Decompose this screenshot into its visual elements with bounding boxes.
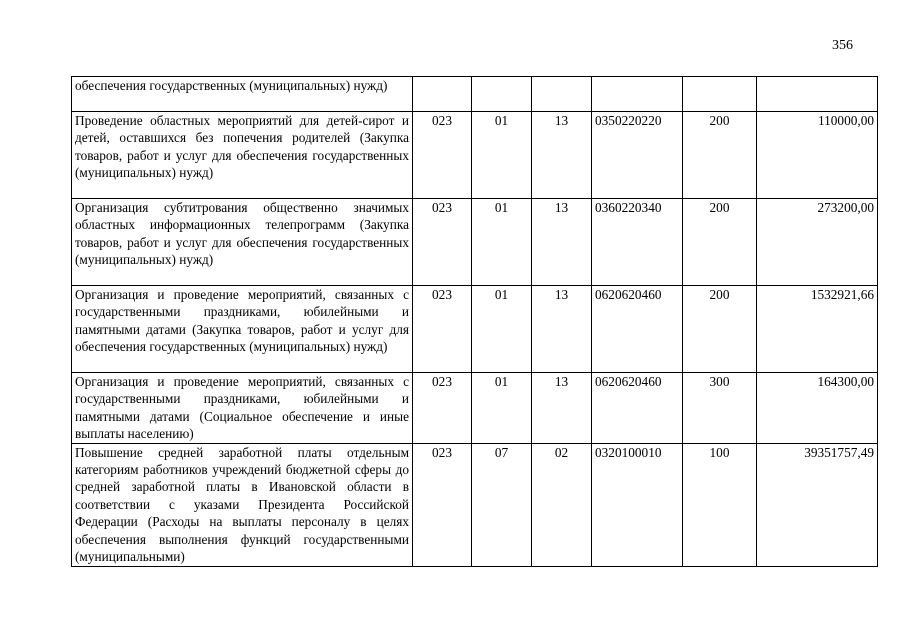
row-description: Организация и проведение мероприятий, связанных с государственными праздниками, юбилейными и памятными датами (Закупка товаров, работ и услуг для обеспечения государственных (муниципальных) нужд)	[72, 286, 413, 373]
row-expense-type: 100	[683, 443, 757, 566]
row-expense-type	[683, 77, 757, 112]
row-section: 01	[472, 199, 532, 286]
budget-table	[71, 76, 878, 567]
row-subsection: 13	[532, 112, 592, 199]
row-admin-code: 023	[413, 286, 472, 373]
row-target-code: 0620620460	[592, 286, 683, 373]
row-expense-type: 200	[683, 199, 757, 286]
table-row	[72, 373, 878, 444]
row-amount: 164300,00	[757, 373, 878, 444]
row-target-code: 0350220220	[592, 112, 683, 199]
row-subsection: 13	[532, 373, 592, 444]
table-row	[72, 112, 878, 199]
row-subsection: 13	[532, 199, 592, 286]
row-description: обеспечения государственных (муниципальных) нужд)	[72, 77, 413, 112]
row-amount: 110000,00	[757, 112, 878, 199]
row-expense-type: 300	[683, 373, 757, 444]
row-target-code: 0360220340	[592, 199, 683, 286]
row-description: Повышение средней заработной платы отдельным категориям работников учреждений бюджетной сферы до средней заработной платы в Ивановской области в соответствии с указами Президента Российской Федерации (Расходы на выплаты персоналу в целях обеспечения выполнения функций государственными (муниципальными)	[72, 443, 413, 566]
table-row	[72, 286, 878, 373]
row-section	[472, 77, 532, 112]
row-section: 01	[472, 286, 532, 373]
row-section: 07	[472, 443, 532, 566]
row-target-code: 0620620460	[592, 373, 683, 444]
row-expense-type: 200	[683, 112, 757, 199]
row-description: Организация субтитрования общественно значимых областных информационных телепрограмм (Закупка товаров, работ и услуг для обеспечения государственных (муниципальных) нужд)	[72, 199, 413, 286]
row-section: 01	[472, 112, 532, 199]
table-row	[72, 443, 878, 566]
row-section: 01	[472, 373, 532, 444]
table-row	[72, 77, 878, 112]
row-expense-type: 200	[683, 286, 757, 373]
row-subsection: 13	[532, 286, 592, 373]
row-admin-code: 023	[413, 443, 472, 566]
row-admin-code: 023	[413, 373, 472, 444]
row-subsection	[532, 77, 592, 112]
row-amount: 1532921,66	[757, 286, 878, 373]
row-admin-code	[413, 77, 472, 112]
row-subsection: 02	[532, 443, 592, 566]
table-row	[72, 199, 878, 286]
row-admin-code: 023	[413, 199, 472, 286]
page-number: 356	[832, 38, 853, 53]
row-admin-code: 023	[413, 112, 472, 199]
row-target-code	[592, 77, 683, 112]
row-description: Организация и проведение мероприятий, связанных с государственными праздниками, юбилейными и памятными датами (Социальное обеспечение и иные выплаты населению)	[72, 373, 413, 444]
row-amount: 39351757,49	[757, 443, 878, 566]
row-target-code: 0320100010	[592, 443, 683, 566]
row-amount	[757, 77, 878, 112]
row-amount: 273200,00	[757, 199, 878, 286]
row-description: Проведение областных мероприятий для детей-сирот и детей, оставшихся без попечения родителей (Закупка товаров, работ и услуг для обеспечения государственных (муниципальных) нужд)	[72, 112, 413, 199]
